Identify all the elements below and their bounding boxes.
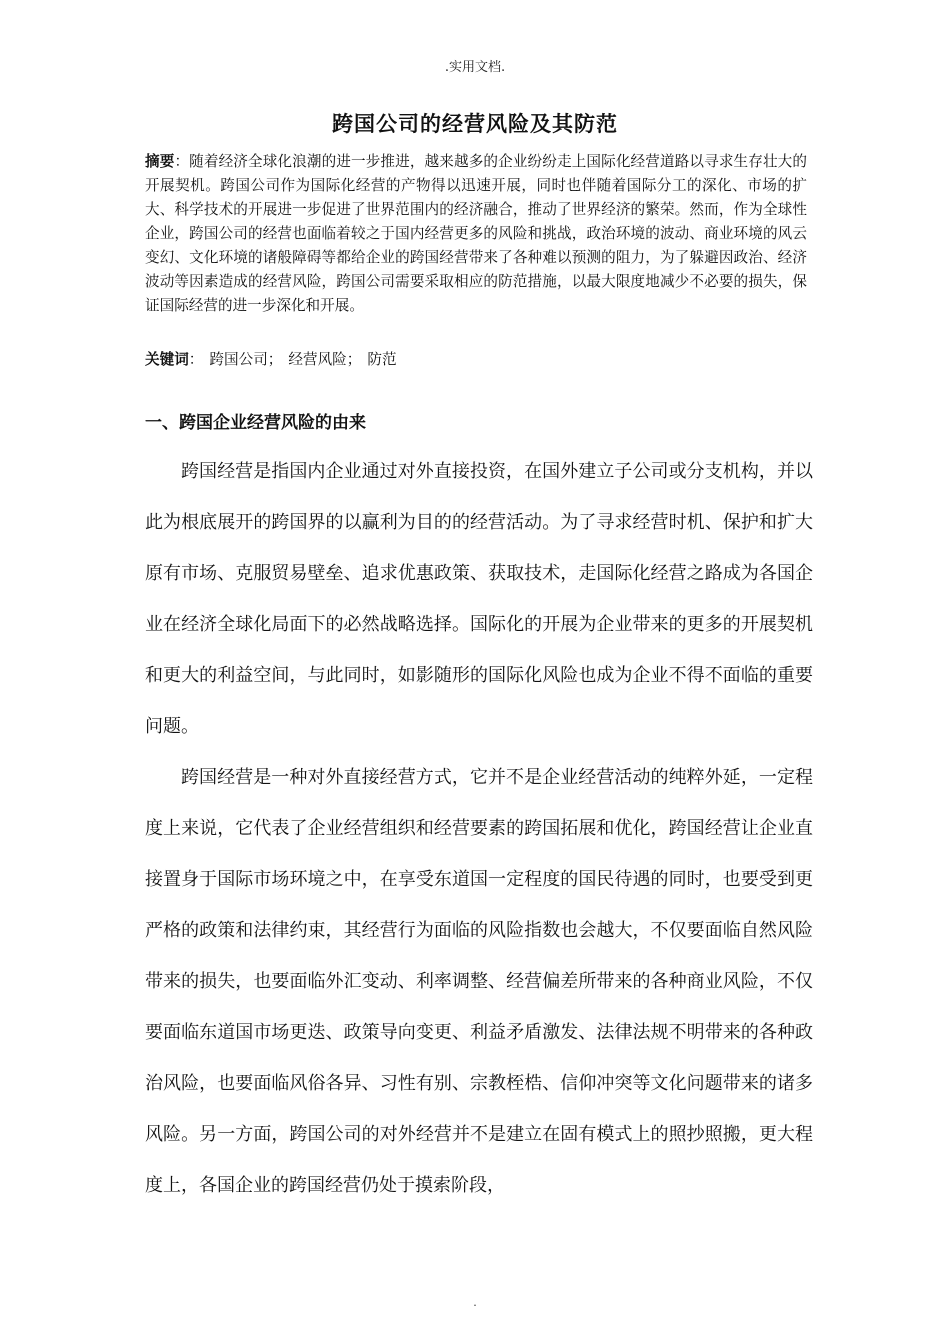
document-title: 跨国公司的经营风险及其防范 [332,111,618,136]
keyword-item: 跨国公司； [209,351,283,368]
abstract-colon: ： [174,153,190,170]
abstract-label: 摘要 [145,153,175,170]
section-heading: 一、跨国企业经营风险的由来 [145,413,366,433]
keyword-item: 经营风险； [288,351,362,368]
keywords-colon: ： [188,351,204,368]
paragraph-text: 跨国经营是指国内企业通过对外直接投资，在国外建立子公司或分支机构，并以此为根底展开的跨国界的以赢利为目的的经营活动。为了寻求经营时机、保护和扩大原有市场、克服贸易壁垒、追求优惠政策、获取技术，走国际化经营之路成为各国企业在经济全球化局面下的必然战略选择。国际化的开展为企业带来的更多的开展契机和更大的利益空间，与此同时，如影随形的国际化风险也成为企业不得不面临的重要问题。 [145,461,813,737]
keywords-label: 关键词 [145,351,189,368]
page-footer: . [473,1296,477,1309]
page-header: .实用文档. [444,60,506,75]
body-paragraph-2 [145,752,813,1211]
body-paragraph-1 [145,446,813,752]
abstract-text: 随着经济全球化浪潮的进一步推进，越来越多的企业纷纷走上国际化经营道路以寻求生存壮大的开展契机。跨国公司作为国际化经营的产物得以迅速开展，同时也伴随着国际分工的深化、市场的扩大、科学技术的开展进一步促进了世界范围内的经济融合，推动了世界经济的繁荣。然而，作为全球性企业，跨国公司的经营也面临着较之于国内经营更多的风险和挑战，政治环境的波动、商业环境的风云变幻、文化环境的诸般障碍等都给企业的跨国经营带来了各种难以预测的阻力，为了躲避因政治、经济波动等因素造成的经营风险，跨国公司需要采取相应的防范措施，以最大限度地减少不必要的损失，保证国际经营的进一步深化和开展。 [145,153,807,314]
abstract [145,150,807,318]
paragraph-text: 跨国经营是一种对外直接经营方式，它并不是企业经营活动的纯粹外延，一定程度上来说，它代表了企业经营组织和经营要素的跨国拓展和优化，跨国经营让企业直接置身于国际市场环境之中，在享受东道国一定程度的国民待遇的同时，也要受到更严格的政策和法律约束，其经营行为面临的风险指数也会越大，不仅要面临自然风险带来的损失，也要面临外汇变动、利率调整、经营偏差所带来的各种商业风险，不仅要面临东道国市场更迭、政策导向变更、利益矛盾激发、法律法规不明带来的各种政治风险，也要面临风俗各异、习性有别、宗教桎梏、信仰冲突等文化问题带来的诸多风险。另一方面，跨国公司的对外经营并不是建立在固有模式上的照抄照搬，更大程度上，各国企业的跨国经营仍处于摸索阶段， [145,767,813,1196]
keywords [145,348,807,372]
keyword-item: 防范 [367,351,397,368]
